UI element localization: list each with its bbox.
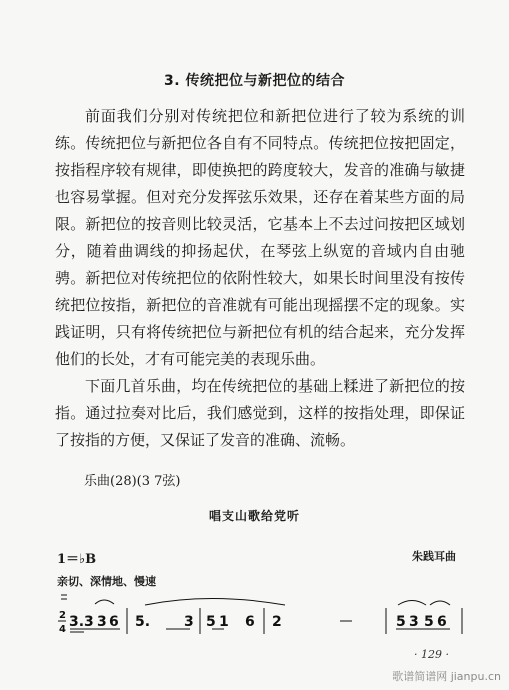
body-paragraph-2: 下面几首乐曲，均在传统把位的基础上糅进了新把位的按指。通过拉奏对比后，我们感觉到，这样的按指处理，即保证了按指的方便，又保证了发音的准确、流畅。 <box>55 377 465 449</box>
svg-text:3: 3 <box>84 614 94 630</box>
svg-text:5.: 5. <box>135 614 151 630</box>
body-paragraph-1: 前面我们分别对传统把位和新把位进行了较为系统的训练。传统把位与新把位各自有不同特点。传统把位按把固定，按指程序较有规律，即使换把的跨度较大，发音的准确与敏捷也容易掌握。但对充分发挥弦乐效果，还存在着某些方面的局限。新把位的按音则比较灵活，它基本上不去过问按把区域划分，随着曲调线的抑扬起伏，在琴弦上纵宽的音域内自由驰骋。新把位对传统把位的依附性较大，如果长时间里没有按传统把位按指，新把位的音准就有可能出现摇摆不定的现象。实践证明，只有将传统把位与新把位有机的结合起来，充分发挥他们的长处，才有可能完美的表现乐曲。 <box>55 107 465 368</box>
piece-number: 乐曲(28)(3 7弦) <box>84 474 181 489</box>
site-watermark: 歌谱简谱网 jianpu.cn <box>392 670 501 683</box>
svg-text:6: 6 <box>245 614 255 630</box>
svg-text:6: 6 <box>437 614 447 630</box>
svg-text:3: 3 <box>184 614 194 630</box>
svg-text:5: 5 <box>206 614 216 630</box>
svg-text:5: 5 <box>424 614 434 630</box>
svg-text:4: 4 <box>59 624 66 635</box>
svg-text:6: 6 <box>109 614 119 630</box>
svg-text:3.: 3. <box>69 614 85 630</box>
composer-credit: 朱践耳曲 <box>412 550 456 563</box>
svg-text:1: 1 <box>219 614 229 630</box>
svg-text:5: 5 <box>396 614 406 630</box>
expression-marking: 亲切、深情地、慢速 <box>57 575 156 588</box>
svg-text:3: 3 <box>97 614 107 630</box>
key-signature: 1＝♭B <box>57 552 97 567</box>
page-number: · 129 · <box>414 648 449 661</box>
svg-text:3: 3 <box>409 614 419 630</box>
svg-text:2: 2 <box>59 610 66 621</box>
song-title: 唱支山歌给党听 <box>208 509 300 523</box>
section-title: 3. 传统把位与新把位的结合 <box>164 73 345 89</box>
svg-text:2: 2 <box>272 614 282 630</box>
